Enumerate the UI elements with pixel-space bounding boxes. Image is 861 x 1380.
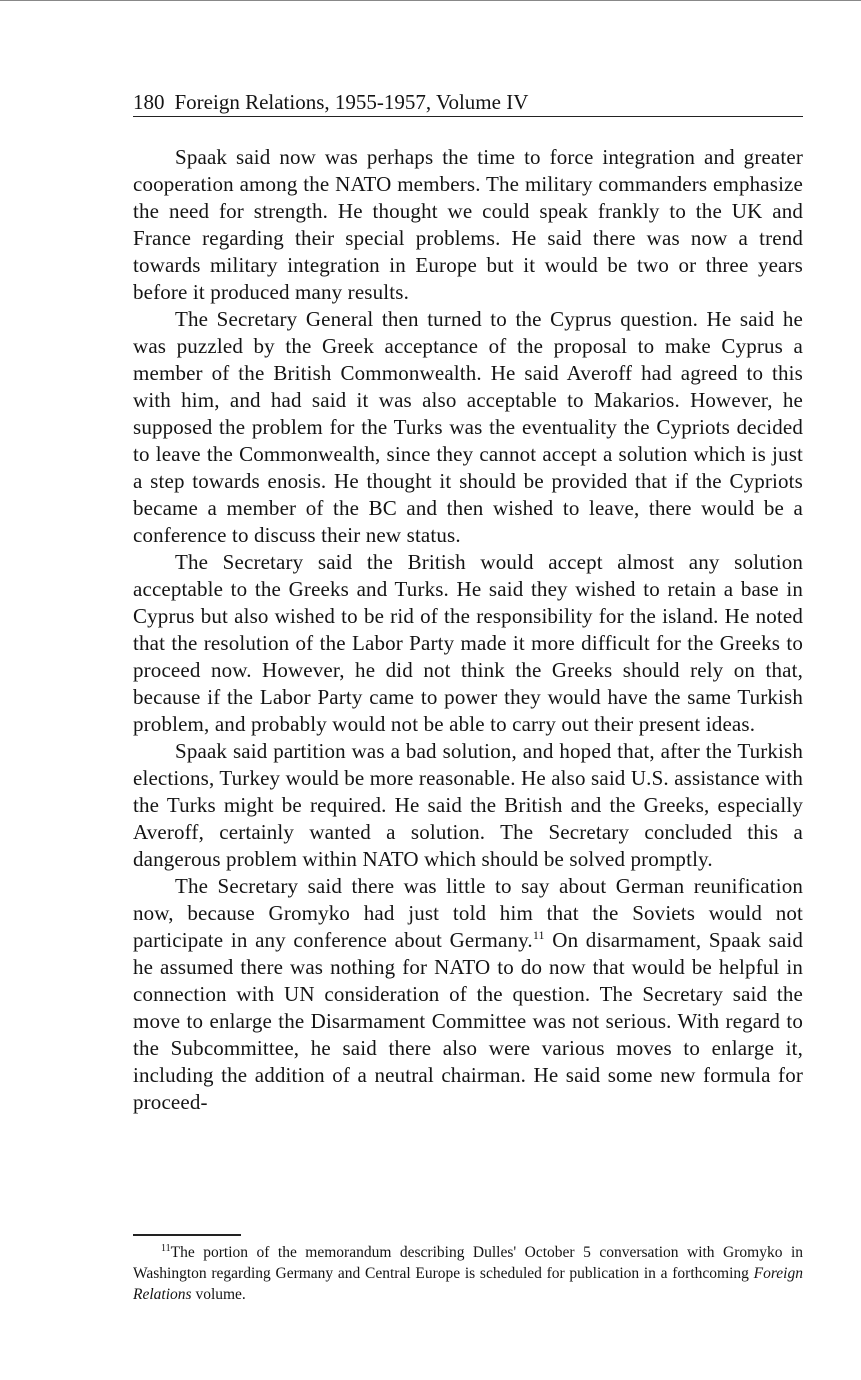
- paragraph-partition: Spaak said partition was a bad solution, and hoped that, after the Turkish elections, Turkey would be more reasonable. He also said U.S. assistance with the Turks might be required. He said the British and the Greeks, especially Averoff, certainly wanted a solution. The Secretary concluded this a dangerous problem within NATO which should be solved promptly.: [133, 739, 804, 871]
- footnote: [133, 1242, 803, 1305]
- running-header: [133, 88, 803, 117]
- footnote-mark: 11: [161, 1242, 171, 1254]
- main-text: [133, 144, 803, 1116]
- footnote-text-end: volume.: [191, 1286, 246, 1303]
- footnote-text: The portion of the memorandum describing Dulles' October 5 conversation with Gromyko in Washington regarding Germany and Central Europe is scheduled for publication in a forthcoming: [133, 1244, 803, 1282]
- paragraph-british-position: The Secretary said the British would accept almost any solution acceptable to the Greeks and Turks. He said they wished to retain a base in Cyprus but also wished to be rid of the responsibility for the island. He noted that the resolution of the Labor Party made it more difficult for the Greeks to proceed now. However, he did not think the Greeks should rely on that, because if the Labor Party came to power they would have the same Turkish problem, and probably would not be able to carry out their present ideas.: [133, 550, 803, 736]
- paragraph-cyprus-question: The Secretary General then turned to the Cyprus question. He said he was puzzled by the Greek acceptance of the proposal to make Cyprus a member of the British Commonwealth. He said Averoff had agreed to this with him, and had said it was also acceptable to Makarios. However, he supposed the problem for the Turks was the eventuality the Cypriots decided to leave the Commonwealth, since they cannot accept a solution which is just a step towards enosis. He thought it should be provided that if the Cypriots became a member of the BC and then wished to leave, there would be a conference to discuss their new status.: [133, 307, 803, 547]
- paragraph-german-reunification: [133, 873, 803, 1116]
- footnote-publication-title: Foreign Relations: [133, 1265, 803, 1303]
- footnote-divider: [133, 1234, 241, 1236]
- page-top-edge: [0, 0, 861, 1]
- page-number: 180: [133, 90, 165, 114]
- running-title: Foreign Relations, 1955-1957, Volume IV: [174, 90, 529, 114]
- paragraph-text-part: The Secretary said there was little to say about German reunification now, because Gromyko had just told him that the Soviets would not participate in any conference about Germany.: [133, 874, 803, 952]
- footnote-reference[interactable]: 11: [532, 928, 545, 942]
- paragraph-spaak-integration: Spaak said now was perhaps the time to force integration and greater cooperation among the NATO members. The military commanders emphasize the need for strength. He thought we could speak frankly to the UK and France regarding their special problems. He said there was now a trend towards military integration in Europe but it would be two or three years before it produced many results.: [133, 145, 803, 304]
- paragraph-text-part: On disarmament, Spaak said he assumed there was nothing for NATO to do now that would be helpful in connection with UN consideration of the question. The Secretary said the move to enlarge the Disarmament Committee was not serious. With regard to the Subcommittee, he said there also were various moves to enlarge it, including the addition of a neutral chairman. He said some new formula for proceed-: [133, 928, 803, 1114]
